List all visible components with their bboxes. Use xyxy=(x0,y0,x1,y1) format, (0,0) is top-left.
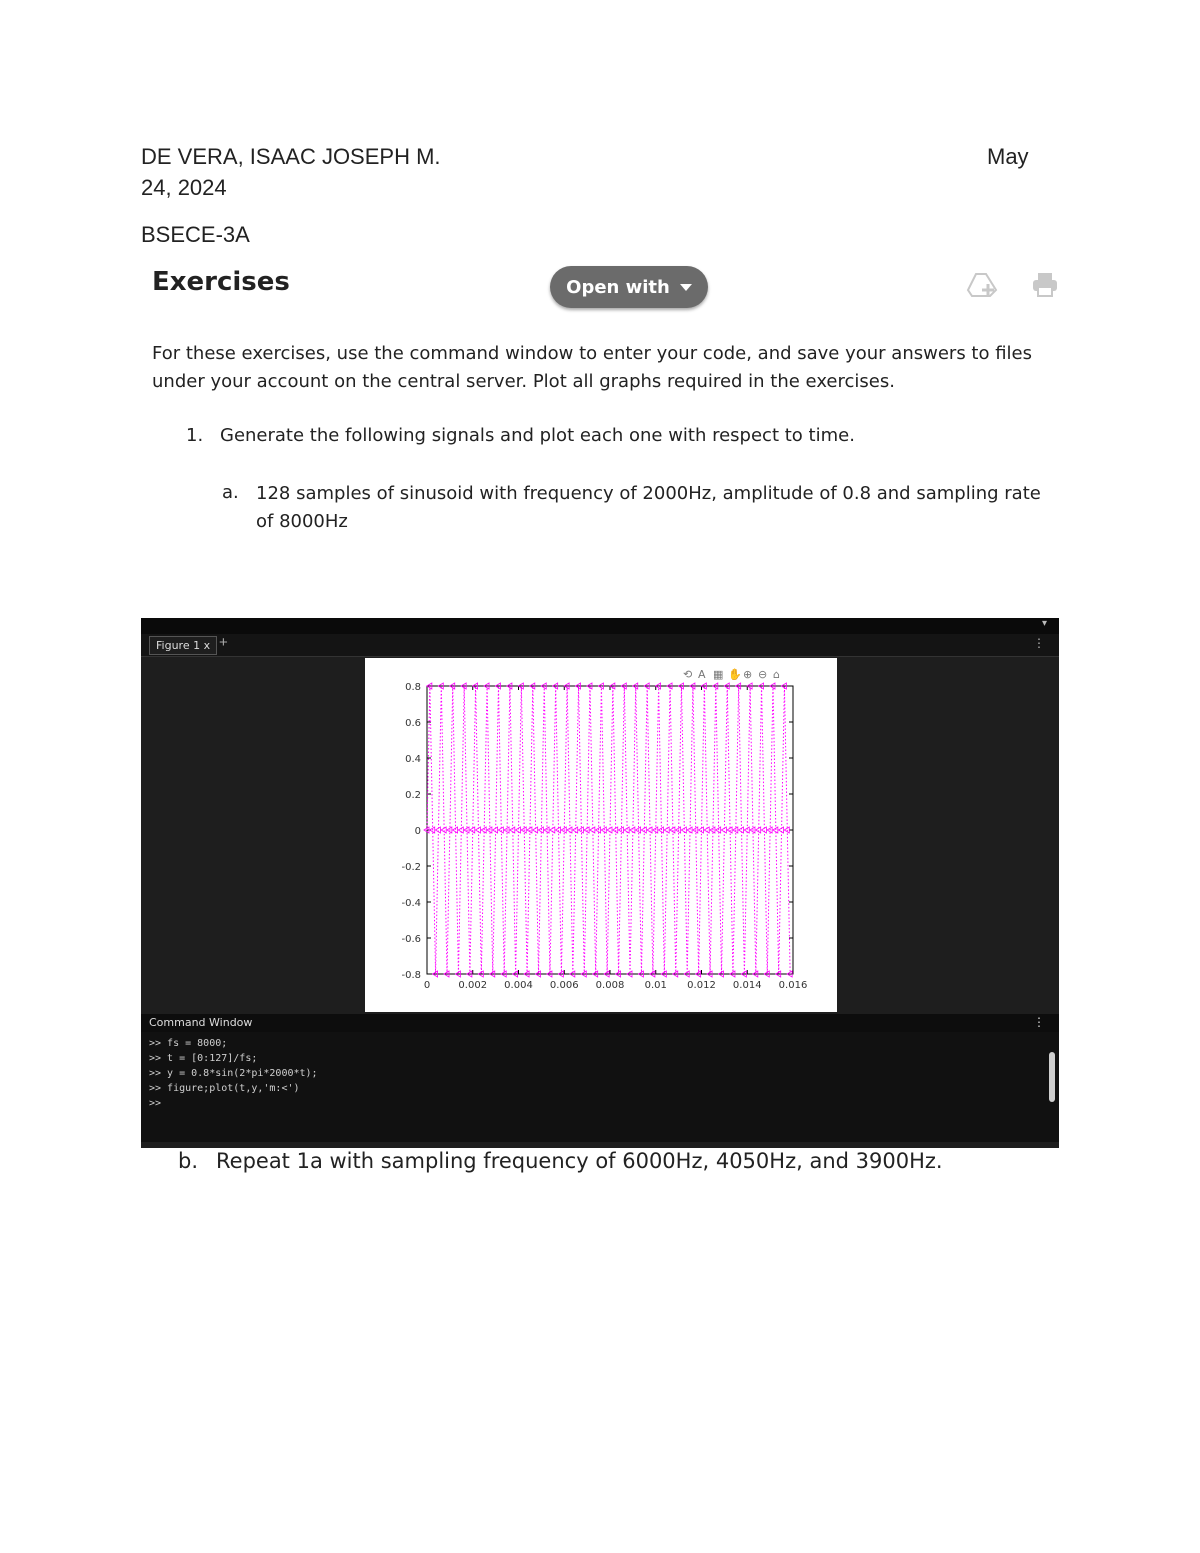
data-point-marker xyxy=(756,827,761,833)
print-icon[interactable] xyxy=(1030,270,1060,300)
y-tick-label: 0.4 xyxy=(405,754,421,765)
more-options-icon[interactable]: ⋮ xyxy=(1033,1015,1045,1029)
x-tick-label: 0.008 xyxy=(595,980,625,991)
data-point-marker xyxy=(716,827,721,833)
octave-window-screenshot xyxy=(141,618,1059,1148)
data-point-marker xyxy=(447,827,452,833)
command-line: >> fs = 8000; xyxy=(149,1038,228,1049)
chevron-down-icon xyxy=(680,284,692,291)
y-tick-label: 0.8 xyxy=(405,682,421,693)
data-point-marker xyxy=(710,827,715,833)
command-window-body[interactable] xyxy=(141,1032,1059,1142)
data-point-marker xyxy=(750,827,755,833)
octave-top-bar xyxy=(141,618,1059,634)
x-tick-label: 0.004 xyxy=(504,980,533,991)
item-b-text: Repeat 1a with sampling frequency of 6000Hz, 4050Hz, and 3900Hz. xyxy=(216,1149,943,1173)
item-a-label: a. xyxy=(222,482,239,503)
item-b-label: b. xyxy=(178,1149,199,1173)
author-name: DE VERA, ISAAC JOSEPH M. xyxy=(141,144,441,169)
tab-figure-1-label: Figure 1 xyxy=(156,639,201,652)
command-line: >> xyxy=(149,1098,162,1109)
pan-icon[interactable]: ✋ xyxy=(728,668,742,681)
data-point-marker xyxy=(681,827,686,833)
open-with-label: Open with xyxy=(566,276,670,298)
data-point-marker xyxy=(584,827,589,833)
item-1-text: Generate the following signals and plot each one with respect to time. xyxy=(220,425,855,446)
command-line: >> t = [0:127]/fs; xyxy=(149,1053,258,1064)
scrollbar-thumb[interactable] xyxy=(1049,1052,1055,1102)
x-tick-label: 0.012 xyxy=(687,980,716,991)
text-icon[interactable]: A xyxy=(698,668,706,681)
add-to-drive-icon[interactable] xyxy=(966,270,998,300)
command-line: >> figure;plot(t,y,'m:<') xyxy=(149,1083,300,1094)
y-tick-label: 0.2 xyxy=(405,790,421,801)
data-point-marker xyxy=(430,827,435,833)
data-point-marker xyxy=(510,827,515,833)
x-tick-label: 0.002 xyxy=(458,980,488,991)
y-tick-label: -0.6 xyxy=(401,934,421,945)
date-rest: 24, 2024 xyxy=(141,175,227,200)
zoom-out-icon[interactable]: ⊖ xyxy=(758,668,768,681)
grid-icon[interactable]: ▦ xyxy=(713,668,724,681)
command-line: >> y = 0.8*sin(2*pi*2000*t); xyxy=(149,1068,318,1079)
command-window-title: Command Window xyxy=(149,1016,253,1029)
data-point-marker xyxy=(618,827,623,833)
date-month: May xyxy=(987,144,1029,169)
y-tick-label: -0.2 xyxy=(401,862,421,873)
y-tick-label: 0 xyxy=(414,826,421,837)
y-tick-label: -0.8 xyxy=(401,970,421,981)
data-point-marker xyxy=(676,827,681,833)
course-section: BSECE-3A xyxy=(141,222,250,247)
data-point-marker xyxy=(538,827,543,833)
sinusoid-plot xyxy=(365,658,837,1012)
x-tick-label: 0 xyxy=(423,980,431,991)
command-scrollbar[interactable] xyxy=(1049,1040,1055,1126)
data-point-marker xyxy=(624,827,629,833)
data-point-marker xyxy=(641,827,646,833)
x-tick-label: 0.006 xyxy=(549,980,579,991)
rotate-icon[interactable]: ⟲ xyxy=(683,668,693,681)
command-window-header xyxy=(141,1014,1059,1032)
home-icon[interactable]: ⌂ xyxy=(773,668,780,681)
item-1-number: 1. xyxy=(186,425,204,446)
data-point-marker xyxy=(699,827,704,833)
y-tick-label: 0.6 xyxy=(405,718,421,729)
tab-figure-1[interactable] xyxy=(149,636,217,655)
close-icon[interactable]: x xyxy=(203,639,211,652)
x-tick-label: 0.01 xyxy=(644,980,667,991)
data-point-marker xyxy=(521,827,526,833)
y-tick-label: -0.4 xyxy=(401,898,421,909)
exercises-title: Exercises xyxy=(152,267,290,297)
data-point-marker xyxy=(567,827,572,833)
data-point-marker xyxy=(578,827,583,833)
data-point-marker xyxy=(767,827,772,833)
data-point-marker xyxy=(453,827,458,833)
figure-plot-panel xyxy=(365,658,837,1012)
open-with-button[interactable] xyxy=(550,266,708,308)
intro-paragraph: For these exercises, use the command window to enter your code, and save your answers to files under your account on the central server. Plot all graphs required in the exercises. xyxy=(152,343,1032,392)
data-point-marker xyxy=(658,827,663,833)
zoom-in-icon[interactable]: ⊕ xyxy=(743,668,753,681)
figure-tab-bar xyxy=(141,634,1059,657)
add-tab-icon[interactable]: + xyxy=(219,634,228,651)
x-tick-label: 0.014 xyxy=(732,980,762,991)
data-point-marker xyxy=(487,827,492,833)
dropdown-arrow-icon[interactable]: ▾ xyxy=(1041,618,1047,629)
item-a-text: 128 samples of sinusoid with frequency of 2000Hz, amplitude of 0.8 and sampling rate of 8000Hz xyxy=(256,483,1041,532)
data-point-marker xyxy=(527,827,532,833)
x-tick-label: 0.016 xyxy=(778,980,808,991)
more-options-icon[interactable]: ⋮ xyxy=(1033,636,1045,650)
